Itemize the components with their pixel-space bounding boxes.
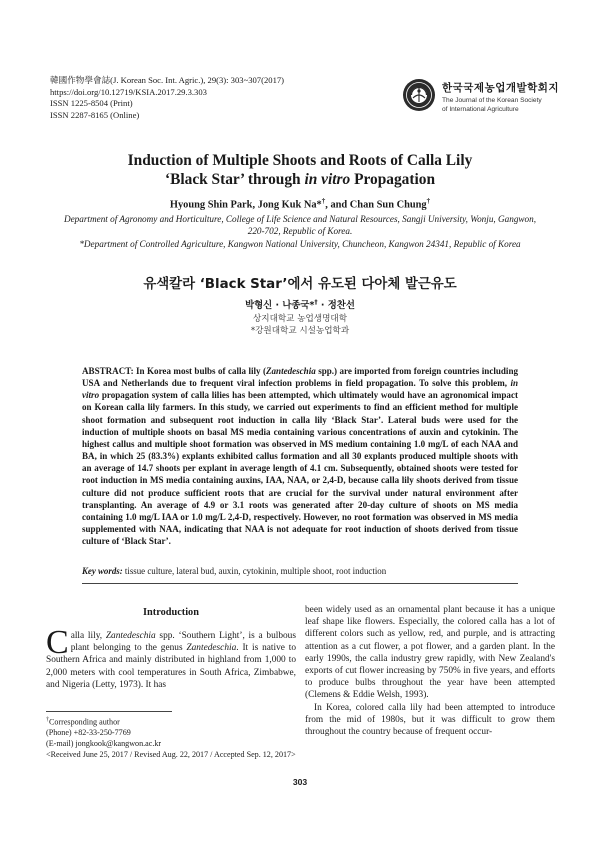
- introduction-heading: Introduction: [143, 607, 199, 618]
- abstract-label: ABSTRACT:: [82, 366, 134, 376]
- intro-paragraph-1: been widely used as an ornamental plant because it has a unique leaf shape like flowers. Especially, the colored calla has a lot of different colors such as yellow, red, and purple, and is attracting attention as a cut flower, a pot flower, and a garden plant. In the early 1990s, the calla industry grew rapidly, with New Zealand's exports of cut flower increasing by 750% in five years, and efforts to produce bulbs throughout the year have been attempted (Clemens & Eddie Welsh, 1993).: [305, 605, 555, 701]
- korean-affiliations: [40, 313, 560, 337]
- footnote: [46, 715, 306, 761]
- footnote-divider: [46, 711, 172, 712]
- issn-print: ISSN 1225-8504 (Print): [50, 98, 133, 109]
- abstract: ABSTRACT: In Korea most bulbs of calla lily (Zantedeschia spp.) are imported from foreign countries including USA and Netherlands due to frequent viral infection problems in field propagation. To solve this problem, in vitro propagation system of calla lilies has been attempted, which ultimately would have an agronomical impact on Korean calla lily farmers. In this study, we carried out experiments to find an efficient method for multiple shoot formation and subsequent root induction in calla lily ‘Black Star’. Lateral buds were used for the induction of multiple shoots on basal MS media containing various concentrations of auxin and cytokinin. The highest callus and multiple shoot formation was observed in MS medium containing 1.0 mg/L of each NAA and BA, in which 25 (83.3%) explants exhibited callus formation and all 30 explants produced multiple shoots with an average of 14.7 shoots per explant in average length of 4.1 cm. Subsequently, obtained shoots were tested for root induction in MS media containing auxins, IAA, NAA, or 2,4-D, because calla lily shoots derived from tissue culture did not produce sufficient roots that are crucial for the survival under natural environment after transplanting. An average of 4.9 or 3.1 roots was generated after 20-day culture of shoots on MS media containing 1.0 mg/L IAA or 1.0 mg/L 2,4-D, respectively. However, no root formation was observed in MS media supplemented with NAA, indicating that NAA is not adequate for root induction of shoots derived from tissue culture of ‘Black Star’.: [82, 366, 518, 547]
- email[interactable]: (E-mail) jongkook@kangwon.ac.kr: [46, 739, 162, 749]
- paper-title: [40, 152, 560, 189]
- intro-left-column: Calla lily, Zantedeschia spp. ‘Southern Light’, is a bulbous plant belonging to the genus Zantedeschia. It is native to Southern Africa and mainly distributed in highland from 1,000 to 2,000 meters with cool temperatures in South Africa, Zimbabwe, and Nigeria (Letty, 1973). It has: [46, 624, 297, 690]
- affiliation-line-3: *Department of Controlled Agriculture, Kangwon National University, Chuncheon, Kangwon 24341, Republic of Korea: [79, 238, 521, 249]
- korean-affil-2: *강원대학교 시설농업학과: [250, 326, 350, 336]
- section-divider: [82, 583, 518, 584]
- society-name-english: [442, 97, 559, 114]
- affiliations: [40, 213, 560, 250]
- author-list: Hyoung Shin Park, Jong Kuk Na*†, and Chan Sun Chung†: [169, 197, 431, 211]
- citation: 韓國作物學會誌(J. Korean Soc. Int. Agric.), 29(3): 303~307(2017): [50, 75, 285, 85]
- received-dates: <Received June 25, 2017 / Revised Aug. 22, 2017 / Accepted Sep. 12, 2017>: [46, 749, 296, 759]
- intro-paragraph-2: In Korea, colored calla lily had been attempted to introduce from the mid of 1980s, but it was difficult to grow them throughout the country because of frequent occur-: [305, 702, 555, 738]
- affiliation-line-2: 220-702, Republic of Korea.: [247, 226, 353, 237]
- korean-title: 유색칼라 ‘Black Star’에서 유도된 다아체 발근유도: [143, 277, 457, 292]
- society-name-en-line1: The Journal of the Korean Society: [442, 97, 542, 104]
- society-name-korean: 한국국제농업개발학회지: [442, 82, 560, 94]
- doi-link[interactable]: https://doi.org/10.12719/KSIA.2017.29.3.303: [50, 86, 207, 97]
- title-line-1: Induction of Multiple Shoots and Roots of Calla Lily: [127, 152, 473, 169]
- affiliation-line-1: Department of Agronomy and Horticulture, College of Life Science and Natural Resources, Sangji University, Wonju, Gangwon,: [63, 214, 537, 224]
- phone: (Phone) +82-33-250-7769: [46, 728, 131, 738]
- journal-header-info: [50, 75, 284, 121]
- issn-online: ISSN 2287-8165 (Online): [50, 109, 140, 120]
- corresponding-author: †Corresponding author: [46, 717, 120, 727]
- keywords: Key words: tissue culture, lateral bud, auxin, cytokinin, multiple shoot, root induction: [82, 566, 387, 576]
- intro-right-column: [305, 604, 555, 738]
- korean-authors: 박형신 · 나종국*† · 정찬선: [245, 297, 355, 311]
- drop-cap: C: [46, 624, 69, 661]
- page-number: 303: [292, 777, 308, 787]
- title-line-2: ‘Black Star’ through in vitro Propagation: [164, 170, 436, 188]
- society-name-en-line2: of International Agriculture: [442, 105, 519, 113]
- society-name: [442, 80, 559, 114]
- society-seal-logo: [402, 78, 436, 112]
- korean-affil-1: 상지대학교 농업생명대학: [252, 314, 348, 324]
- keywords-label: Key words:: [82, 566, 123, 576]
